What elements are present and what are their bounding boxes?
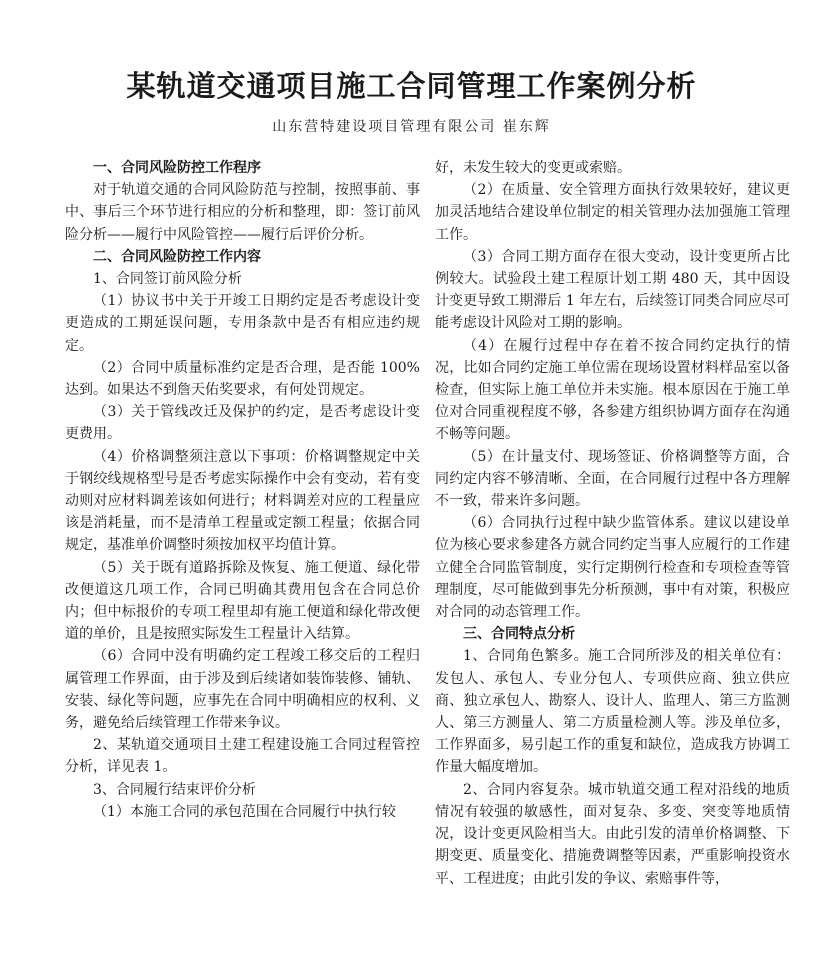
paragraph: （3）关于管线改迁及保护的约定，是否考虑设计变更费用。	[65, 404, 420, 443]
section-heading: 一、合同风险防控工作程序	[93, 160, 261, 176]
paragraph: 1、合同签订前风险分析	[93, 271, 242, 288]
paragraph: 3、合同履行结束评价分析	[93, 781, 256, 798]
section-heading: 二、合同风险防控工作内容	[93, 248, 261, 265]
paragraph: 2、合同内容复杂。城市轨道交通工程对沿线的地质情况有较强的敏感性，面对复杂、多变、突变等地质情况，设计变更风险相当大。由此引发的清单价格调整、下期变更、质量变化、措施费调整等因素，严重影响投资水平、工程进度；由此引发的争议、索赔事件等，	[435, 781, 790, 887]
paragraph: （5）关于既有道路拆除及恢复、施工便道、绿化带改便道这几项工作，合同已明确其费用包含在合同总价内；但中标报价的专项工程里却有施工便道和绿化带改便道的单价，且是按照实际发生工程量计入结算。	[65, 559, 420, 643]
paragraph: （1）协议书中关于开竣工日期约定是否考虑设计变更造成的工期延误问题，专用条款中是否有相应违约规定。	[65, 293, 420, 354]
paragraph: （2）合同中质量标准约定是否合理，是否能 100% 达到。如果达不到詹天佑奖要求，有何处罚规定。	[65, 359, 420, 399]
paragraph: 2、某轨道交通项目土建工程建设施工合同过程管控分析，详见表 1。	[65, 737, 420, 776]
left-column	[65, 157, 420, 823]
right-column	[435, 157, 790, 890]
paragraph: （6）合同执行过程中缺少监管体系。建议以建设单位为核心要求参建各方就合同约定当事人应履行的工作建立健全合同监管制度，实行定期例行检查和专项检查等管理制度，尽可能做到事先分析预测，事中有对策，积极应对合同的动态管理工作。	[435, 515, 790, 621]
paragraph: （1）本施工合同的承包范围在合同履行中执行较	[93, 803, 396, 820]
paragraph: 1、合同角色繁多。施工合同所涉及的相关单位有：发包人、承包人、专业分包人、专项供应商、独立供应商、独立承包人、勘察人、设计人、监理人、第三方监测人、第三方测量人、第二方质量检测人等。涉及单位多，工作界面多，易引起工作的重复和缺位，造成我方协调工作量大幅度增加。	[435, 648, 790, 776]
paragraph: （2）在质量、安全管理方面执行效果较好，建议更加灵活地结合建设单位制定的相关管理办法加强施工管理工作。	[435, 182, 790, 243]
paragraph: 对于轨道交通的合同风险防范与控制，按照事前、事中、事后三个环节进行相应的分析和整理，即：签订前风险分析——履行中风险管控——履行后评价分析。	[65, 182, 420, 243]
paragraph: （6）合同中没有明确约定工程竣工移交后的工程归属管理工作界面，由于涉及到后续诸如装饰装修、铺轨、安装、绿化等问题，应事先在合同中明确相应的权利、义务，避免给后续管理工作带来争议。	[65, 648, 420, 732]
paragraph: （4）价格调整须注意以下事项：价格调整规定中关于钢绞线规格型号是否考虑实际操作中会有变动，若有变动则对应材料调差该如何进行；材料调差对应的工程量应该是消耗量，而不是清单工程量或定额工程量；依据合同规定，基准单价调整时须按加权平均值计算。	[65, 448, 420, 554]
article-title: 某轨道交通项目施工合同管理工作案例分析	[126, 69, 697, 103]
paragraph: （5）在计量支付、现场签证、价格调整等方面，合同约定内容不够清晰、全面，在合同履行过程中各方理解不一致，带来许多问题。	[435, 448, 790, 510]
section-heading: 三、合同特点分析	[463, 626, 575, 643]
paragraph: （3）合同工期方面存在很大变动，设计变更所占比例较大。试验段土建工程原计划工期 480 天，其中因设计变更导致工期滞后 1 年左右，后续签订同类合同应尽可能考虑设计风险对工期的影响。	[435, 248, 790, 332]
author-line: 山东营特建设项目管理有限公司 崔东辉	[272, 119, 551, 135]
paragraph: （4）在履行过程中存在着不按合同约定执行的情况，比如合同约定施工单位需在现场设置材料样品室以备检查，但实际上施工单位并未实施。根本原因在于施工单位对合同重视程度不够，各参建方组织协调方面存在沟通不畅等问题。	[435, 337, 790, 443]
paragraph: 好，未发生较大的变更或索赔。	[435, 160, 631, 176]
